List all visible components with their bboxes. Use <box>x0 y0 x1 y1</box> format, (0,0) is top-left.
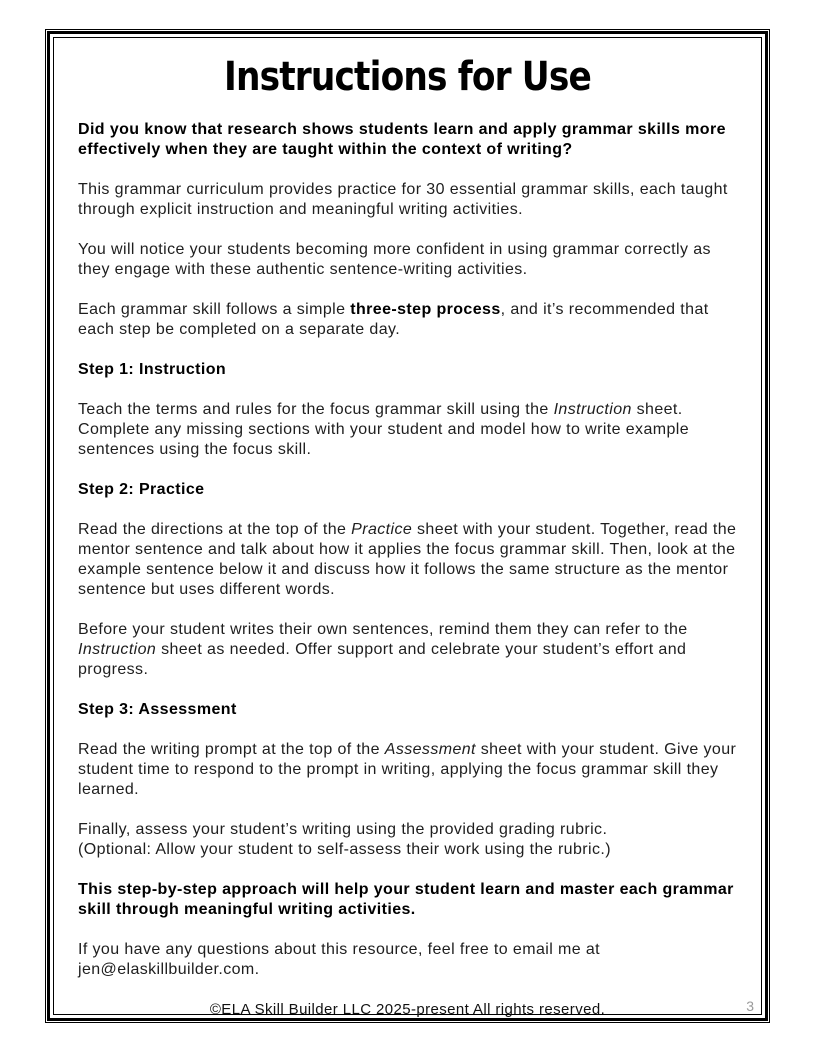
step-3-paragraph-2-line-1: Finally, assess your student’s writing using the provided grading rubric. <box>78 821 608 838</box>
footer-copyright: ©ELA Skill Builder LLC 2025-present All rights reserved. <box>209 1001 606 1018</box>
step-3-paragraph-2-line-2: (Optional: Allow your student to self-assess their work using the rubric.) <box>78 841 611 858</box>
step-2-paragraph-2-run-c: sheet as needed. Offer support and celebrate your student’s effort and progress. <box>78 641 687 678</box>
page-border-thick <box>47 31 768 1021</box>
step-1-paragraph-1-run-italic: Instruction <box>553 401 632 418</box>
contact-paragraph <box>78 940 737 980</box>
step-3-paragraph-1-run-a: Read the writing prompt at the top of the <box>78 741 385 758</box>
intro-paragraph-3 <box>78 300 737 340</box>
step-1-paragraph-1-run-c: sheet. Complete any missing sections with your student and model how to write example sentences using the focus skill. <box>78 401 690 458</box>
step-3-heading: Step 3: Assessment <box>78 701 237 718</box>
step-3-paragraph-1 <box>78 740 737 800</box>
page-title: Instructions for Use <box>224 54 591 100</box>
intro-paragraph-3-run-c: , and it’s recommended that each step be completed on a separate day. <box>78 301 709 338</box>
step-2-paragraph-2-run-a: Before your student writes their own sentences, remind them they can refer to the <box>78 621 688 638</box>
footer <box>78 1000 737 1026</box>
contact-line: If you have any questions about this resource, feel free to email me at <box>78 941 601 958</box>
step-1-heading: Step 1: Instruction <box>78 361 227 378</box>
contact-email: jen@elaskillbuilder.com. <box>78 961 260 978</box>
intro-paragraph-1: This grammar curriculum provides practice for 30 essential grammar skills, each taught through explicit instruction and meaningful writing activities. <box>78 181 728 218</box>
intro-paragraph-3-run-a: Each grammar skill follows a simple <box>78 301 351 318</box>
step-2-paragraph-2-run-italic: Instruction <box>78 641 157 658</box>
intro-hook: Did you know that research shows students learn and apply grammar skills more effectively when they are taught within the context of writing? <box>78 121 726 158</box>
intro-paragraph-3-run-bold: three-step process <box>350 301 501 318</box>
step-2-paragraph-1-run-italic: Practice <box>351 521 413 538</box>
page-border-outer <box>45 29 770 1023</box>
step-1-paragraph-1 <box>78 400 737 460</box>
step-3-paragraph-1-run-italic: Assessment <box>384 741 476 758</box>
intro-paragraph-2: You will notice your students becoming more confident in using grammar correctly as they engage with these authentic sentence-writing activities. <box>78 241 711 278</box>
step-3-paragraph-1-run-c: sheet with your student. Give your student time to respond to the prompt in writing, applying the focus grammar skill they learned. <box>78 741 737 798</box>
closing-paragraph: This step-by-step approach will help your student learn and master each grammar skill through meaningful writing activities. <box>78 881 734 918</box>
step-1-paragraph-1-run-a: Teach the terms and rules for the focus grammar skill using the <box>78 401 554 418</box>
step-2-paragraph-1 <box>78 520 737 600</box>
page-content <box>54 38 761 1018</box>
step-2-paragraph-1-run-c: sheet with your student. Together, read the mentor sentence and talk about how it applies the focus grammar skill. Then, look at the example sentence below it and discuss how it follows the same structure as the mentor sentence but uses different words. <box>78 521 737 598</box>
page-number: 3 <box>746 998 754 1014</box>
step-2-paragraph-1-run-a: Read the directions at the top of the <box>78 521 352 538</box>
step-2-heading: Step 2: Practice <box>78 481 205 498</box>
page-border-inner <box>53 37 762 1018</box>
step-3-paragraph-2 <box>78 820 737 860</box>
step-2-paragraph-2 <box>78 620 737 680</box>
